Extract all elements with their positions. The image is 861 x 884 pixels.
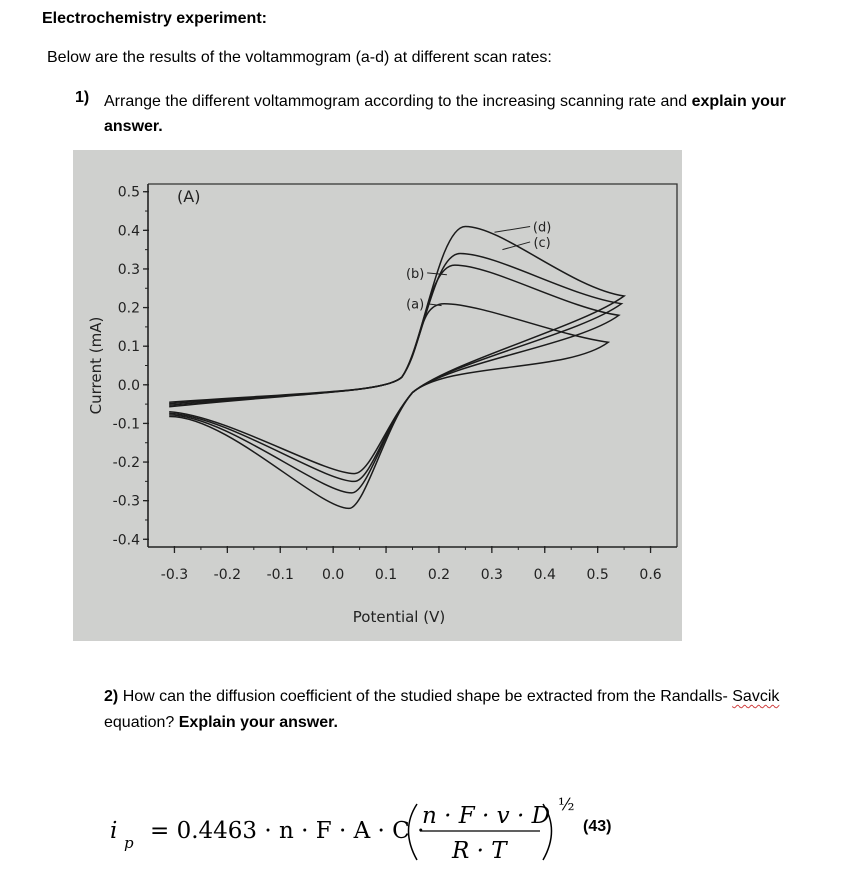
y-tick-label: 0.0 [117, 377, 140, 394]
x-tick-label: -0.1 [266, 567, 294, 583]
series-label-a: (a) [406, 297, 425, 313]
x-tick-label: -0.3 [160, 567, 189, 583]
series-leader-c [502, 242, 530, 250]
y-tick-label: -0.4 [112, 532, 140, 549]
intro-text: Below are the results of the voltammogram (a-d) at different scan rates: [47, 49, 552, 66]
question-2 [104, 684, 824, 736]
x-tick-label: 0.5 [586, 567, 609, 583]
panel-label: (A) [177, 187, 201, 206]
cv-curve-b [169, 265, 619, 481]
question-1-bold: explain your answer. [104, 93, 786, 135]
question-1-text [104, 89, 824, 139]
cv-curve-d [169, 227, 624, 509]
y-tick-label: -0.1 [112, 416, 140, 433]
cv-curve-c [169, 254, 621, 493]
question-2-body: How can the diffusion coefficient of the studied shape be extracted from the Randalls- [122, 688, 728, 705]
plot-frame [148, 184, 677, 547]
equation-lhs: i [110, 818, 118, 844]
question-2-body-tail: equation? [104, 714, 175, 731]
x-tick-label: 0.0 [322, 567, 345, 583]
equation-number: (43) [583, 818, 612, 835]
x-axis-label: Potential (V) [352, 608, 446, 626]
x-tick-label: -0.2 [213, 567, 242, 583]
x-tick-label: 0.2 [427, 567, 451, 583]
question-2-misspelled-word: Savcik [732, 688, 780, 705]
y-axis-label: Current (mA) [87, 316, 105, 415]
y-tick-label: -0.3 [112, 493, 140, 510]
voltammogram-figure [73, 150, 682, 641]
x-tick-label: 0.6 [639, 567, 662, 583]
equation-exponent: ½ [558, 795, 575, 815]
voltammogram-chart [73, 150, 682, 641]
equation-lhs-subscript: p [124, 834, 134, 852]
y-tick-label: 0.5 [117, 184, 140, 201]
y-tick-label: -0.2 [112, 455, 140, 472]
equation-numerator: n · F · v · D [422, 803, 551, 829]
x-tick-label: 0.3 [480, 567, 503, 583]
question-2-bold: Explain your answer. [178, 714, 338, 731]
series-label-b: (b) [405, 266, 425, 282]
question-1-body: Arrange the different voltammogram according to the increasing scanning rate and [104, 93, 688, 110]
equation-rhs: = 0.4463 · n · F · A · C · [150, 818, 425, 844]
series-label-c: (c) [533, 235, 551, 251]
x-tick-label: 0.4 [533, 567, 556, 583]
y-tick-label: 0.2 [117, 300, 140, 317]
series-label-d: (d) [532, 220, 552, 236]
equation-denominator: R · T [452, 838, 507, 864]
x-tick-label: 0.1 [374, 567, 398, 583]
question-1-number: 1) [75, 89, 90, 106]
y-tick-label: 0.3 [117, 261, 140, 278]
series-leader-d [494, 226, 530, 232]
question-2-number: 2) [104, 688, 119, 705]
cv-curve-a [169, 304, 608, 474]
y-tick-label: 0.1 [117, 339, 140, 356]
y-tick-label: 0.4 [117, 223, 140, 240]
page-heading: Electrochemistry experiment: [42, 10, 267, 27]
